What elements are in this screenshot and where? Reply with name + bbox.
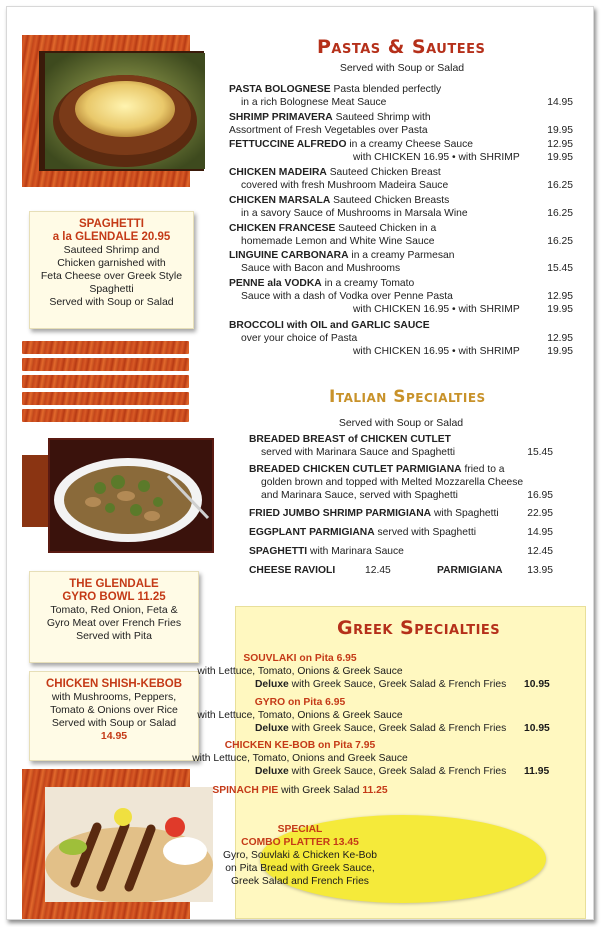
menu-item-desc: and Marinara Sauce, served with Spaghetti xyxy=(261,490,458,501)
menu-item: BROCCOLI with OIL and GARLIC SAUCE xyxy=(229,320,430,331)
combo-desc: Gyro, Souvlaki & Chicken Ke-Bob xyxy=(223,850,377,861)
menu-item-price: 16.25 xyxy=(547,208,573,219)
menu-item-price: 19.95 xyxy=(547,346,573,357)
menu-item: BREADED BREAST of CHICKEN CUTLET xyxy=(249,434,451,445)
menu-item-options: with CHICKEN 16.95 • with SHRIMP xyxy=(353,152,520,163)
wood-plank xyxy=(22,341,189,354)
menu-item-price: 19.95 xyxy=(547,304,573,315)
menu-item-desc: Sauce with a dash of Vodka over Penne Pasta xyxy=(241,291,453,302)
menu-item: FRIED JUMBO SHRIMP PARMIGIANA with Spaghetti xyxy=(249,508,499,519)
wood-plank xyxy=(22,358,189,371)
wood-plank xyxy=(22,409,189,422)
menu-item-price: 12.95 xyxy=(547,139,573,150)
spaghetti-glendale-card xyxy=(29,211,194,329)
greek-item-deluxe: Deluxe with Greek Sauce, Greek Salad & French Fries xyxy=(255,723,507,734)
menu-page xyxy=(6,6,594,920)
greek-item-price: 10.95 xyxy=(524,679,550,690)
card-desc: Feta Cheese over Greek Style xyxy=(40,270,183,282)
card-desc: Served with Soup or Salad xyxy=(51,717,177,729)
combo-desc: on Pita Bread with Greek Sauce, xyxy=(225,863,375,874)
menu-item: CHEESE RAVIOLI xyxy=(249,565,336,576)
wood-plank xyxy=(22,375,189,388)
card-desc: Tomato, Red Onion, Feta & xyxy=(50,604,178,616)
pastas-subtitle: Served with Soup or Salad xyxy=(339,62,465,74)
pastas-heading: Pastas & Sautees xyxy=(317,36,486,58)
card-desc: Served with Pita xyxy=(76,630,152,642)
card-title: SPAGHETTI xyxy=(79,218,144,230)
menu-item: SHRIMP PRIMAVERA Sauteed Shrimp with xyxy=(229,112,431,123)
menu-item-price: 14.95 xyxy=(547,97,573,108)
menu-item: EGGPLANT PARMIGIANA served with Spaghetti xyxy=(249,527,476,538)
gyro-bowl-card xyxy=(29,571,199,663)
greek-item-deluxe: Deluxe with Greek Sauce, Greek Salad & French Fries xyxy=(255,679,507,690)
spinach-pie-item: SPINACH PIE with Greek Salad 11.25 xyxy=(212,785,388,796)
baked-pasta-photo xyxy=(45,53,205,169)
menu-item-price: 12.95 xyxy=(547,333,573,344)
menu-item-price: 19.95 xyxy=(547,152,573,163)
menu-item-desc: covered with fresh Mushroom Madeira Sauce xyxy=(241,180,449,191)
menu-item-desc: in a savory Sauce of Mushrooms in Marsala Wine xyxy=(241,208,468,219)
greek-item-deluxe: Deluxe with Greek Sauce, Greek Salad & French Fries xyxy=(255,766,507,777)
menu-item: SPAGHETTI with Marinara Sauce xyxy=(249,546,404,557)
italian-heading: Italian Specialties xyxy=(329,387,486,407)
greek-item-name: CHICKEN KE-BOB on Pita 7.95 xyxy=(224,740,376,751)
wood-plank xyxy=(22,392,189,405)
menu-item-price: 16.95 xyxy=(527,490,553,501)
menu-item-desc: homemade Lemon and White Wine Sauce xyxy=(241,236,435,247)
italian-subtitle: Served with Soup or Salad xyxy=(338,417,464,429)
card-desc: Sauteed Shrimp and xyxy=(63,244,160,256)
menu-item-desc: Sauce with Bacon and Mushrooms xyxy=(241,263,401,274)
combo-desc: Greek Salad and French Fries xyxy=(231,876,369,887)
card-desc: Gyro Meat over French Fries xyxy=(46,617,182,629)
greek-item-name: GYRO on Pita 6.95 xyxy=(254,697,346,708)
menu-item-price: 16.25 xyxy=(547,236,573,247)
greek-heading: Greek Specialties xyxy=(337,617,501,639)
menu-item-options: with CHICKEN 16.95 • with SHRIMP xyxy=(353,304,520,315)
menu-item-price: 13.95 xyxy=(527,565,553,576)
menu-item-price: 12.45 xyxy=(365,565,391,576)
chicken-dish-photo xyxy=(48,438,214,553)
greek-item-desc: with Lettuce, Tomato, Onions & Greek Sauce xyxy=(197,710,403,721)
menu-item-price: 15.45 xyxy=(527,447,553,458)
menu-item-desc: golden brown and topped with Melted Mozzarella Cheese xyxy=(261,477,524,488)
combo-title-price: COMBO PLATTER 13.45 xyxy=(241,837,359,848)
greek-item-price: 10.95 xyxy=(524,723,550,734)
menu-item-price: 19.95 xyxy=(547,125,573,136)
menu-item: CHICKEN MARSALA Sauteed Chicken Breasts xyxy=(229,195,450,206)
greek-item-price: 11.95 xyxy=(524,766,550,777)
card-desc: Tomato & Onions over Rice xyxy=(50,704,178,716)
card-title-price: GYRO BOWL 11.25 xyxy=(62,591,166,603)
combo-title: SPECIAL xyxy=(277,824,323,835)
card-title: CHICKEN SHISH-KEBOB xyxy=(45,678,183,690)
menu-item: CHICKEN MADEIRA Sauteed Chicken Breast xyxy=(229,167,441,178)
greek-item-name: SOUVLAKI on Pita 6.95 xyxy=(243,653,357,664)
menu-item: BREADED CHICKEN CUTLET PARMIGIANA fried to a xyxy=(249,464,505,475)
card-price: 14.95 xyxy=(100,730,128,742)
menu-item-desc: over your choice of Pasta xyxy=(241,333,358,344)
menu-item-options: with CHICKEN 16.95 • with SHRIMP xyxy=(353,346,520,357)
card-desc: with Mushrooms, Peppers, xyxy=(51,691,177,703)
menu-item: PASTA BOLOGNESE Pasta blended perfectly xyxy=(229,84,442,95)
card-title: THE GLENDALE xyxy=(69,578,159,590)
menu-item-price: 16.25 xyxy=(547,180,573,191)
card-desc: Chicken garnished with xyxy=(57,257,166,269)
menu-item-desc: Assortment of Fresh Vegetables over Pasta xyxy=(229,125,428,136)
menu-item: LINGUINE CARBONARA in a creamy Parmesan xyxy=(229,250,455,261)
menu-item: CHICKEN FRANCESE Sauteed Chicken in a xyxy=(229,223,437,234)
card-title-price: a la GLENDALE 20.95 xyxy=(52,231,171,243)
menu-item-price: 12.45 xyxy=(527,546,553,557)
greek-item-desc: with Lettuce, Tomato, Onions and Greek Sauce xyxy=(192,753,408,764)
menu-item-price: 12.95 xyxy=(547,291,573,302)
menu-item-desc: served with Marinara Sauce and Spaghetti xyxy=(261,447,456,458)
greek-item-desc: with Lettuce, Tomato, Onions & Greek Sauce xyxy=(197,666,403,677)
menu-item: FETTUCCINE ALFREDO in a creamy Cheese Sauce xyxy=(229,139,473,150)
menu-item-price: 15.45 xyxy=(547,263,573,274)
menu-item: PENNE ala VODKA in a creamy Tomato xyxy=(229,278,415,289)
menu-item-price: 22.95 xyxy=(527,508,553,519)
menu-item-price: 14.95 xyxy=(527,527,553,538)
menu-item: PARMIGIANA xyxy=(437,565,503,576)
card-desc: Served with Soup or Salad xyxy=(49,296,174,308)
card-desc: Spaghetti xyxy=(89,283,134,295)
menu-item-desc: in a rich Bolognese Meat Sauce xyxy=(241,97,387,108)
